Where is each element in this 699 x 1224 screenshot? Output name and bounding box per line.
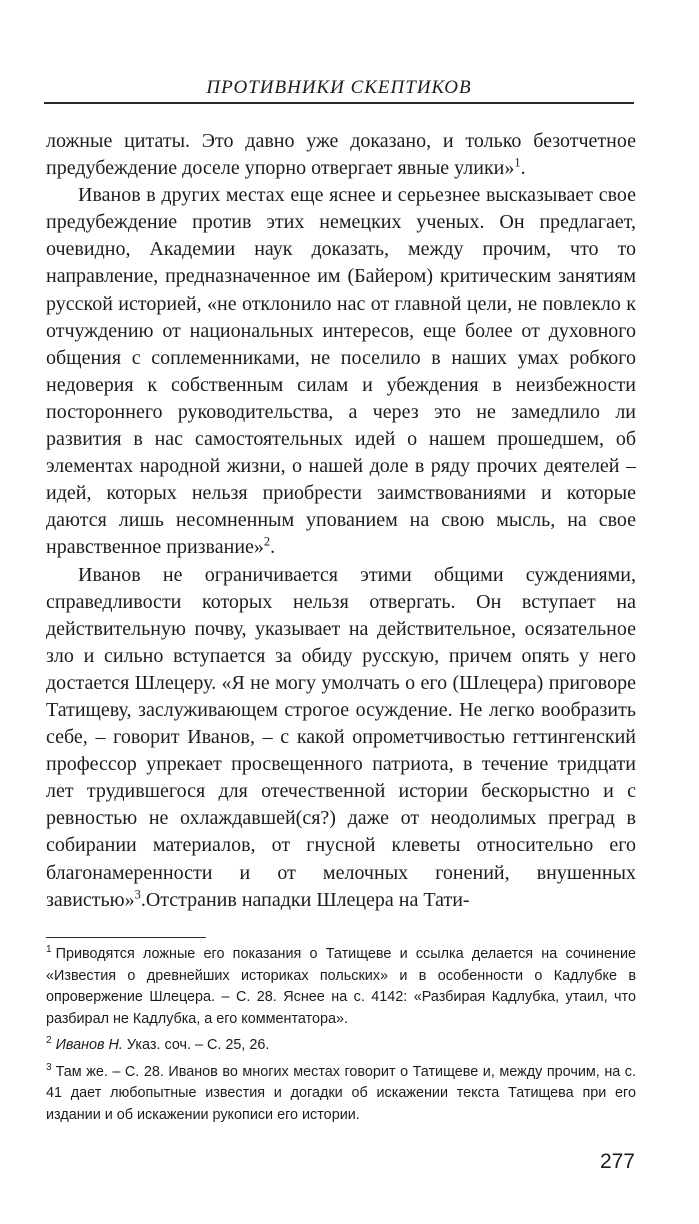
footnote-ref-2[interactable]: 2	[263, 534, 271, 549]
paragraph-3	[46, 562, 636, 914]
footnote-text: Указ. соч. – С. 25, 26.	[122, 1037, 270, 1053]
paragraph-text: .Отстранив нападки Шлецера на Тати-	[140, 888, 470, 911]
footnote-number: 3	[46, 1061, 52, 1073]
running-head: ПРОТИВНИКИ СКЕПТИКОВ	[206, 77, 472, 98]
footnote-text: Приводятся ложные его показания о Татищеве и ссылка делается на сочинение «Известия о древнейших историках польских» и в особенности о Кадлубке в опровержение Шлецера. – С. 28. Яснее на с. 4142: «Разбирая Кадлубка, утаил, что разбирал не Кадлубка, а его комментатора».	[46, 946, 636, 1027]
header-rule	[44, 102, 634, 104]
paragraph-text: ложные цитаты. Это давно уже доказано, и только безотчетное предубеждение доселе упорно отвергает явные улики»	[46, 130, 636, 180]
footnote-number: 1	[46, 944, 52, 956]
paragraph-2	[46, 182, 636, 561]
footnote-number: 2	[46, 1035, 52, 1047]
footnote-3	[46, 1062, 636, 1127]
paragraph-text: Иванов не ограничивается этими общими суждениями, справедливости которых нельзя отвергать. Он вступает на действительную почву, указывает на действительное, осязательное зло и сильно вступается за обиду русскую, причем опять у него достается Шлецеру. «Я не могу умолчать о его (Шлецера) приговоре Татищеву, заслуживающем строгое осуждение. Не легко вообразить себе, – говорит Иванов, – с какой опрометчивостью геттингенский профессор упрекает просвещенного патриота, в течение тридцати лет трудившегося для отечественной истории бескорыстно и с ревностью не охлаждавшей(ся?) даже от неодолимых преград в собирании материалов, от гнусной клеветы относительно его благонамеренности и от мелочных гонений, внушенных завистью»	[46, 563, 636, 911]
body-text	[46, 128, 636, 914]
footnote-ref-1[interactable]: 1	[514, 155, 521, 170]
paragraph-text: .	[270, 536, 276, 559]
footnote-ref-3[interactable]: 3	[134, 886, 141, 901]
paragraph-1	[46, 128, 636, 182]
paragraph-text: .	[520, 157, 526, 180]
footnote-author: Иванов Н.	[55, 1037, 123, 1053]
footnotes	[46, 944, 636, 1131]
footnote-2	[46, 1035, 636, 1057]
paragraph-text: Иванов в других местах еще яснее и серьезнее высказывает свое предубеждение против этих немецких ученых. Он предлагает, очевидно, Академии наук доказать, между прочим, что то направление, предназначенное им (Байером) критическим занятиям русской историей, «не отклонило нас от главной цели, не повлекло к отчуждению от национальных интересов, еще более от духовного общения с соплеменниками, не поселило в наших умах робкого недоверия к собственным силам и убеждения в неизбежности постороннего руководительства, а через это не замедлило ли развития в нас самостоятельных идей о нашем прошедшем, об элементах народной жизни, о нашей доле в ряду прочих деятелей – идей, которых нельзя приобрести заимствованиями и которые даются лишь несомненным упованием на свою мысль, на свое нравственное призвание»	[46, 184, 636, 559]
footnote-rule	[46, 937, 206, 938]
footnote-1	[46, 944, 636, 1030]
footnote-text: Там же. – С. 28. Иванов во многих местах говорит о Татищеве и, между прочим, на с. 41 дает любопытные известия и догадки об искажении текста Татищева при его издании и об искажении рукописи его истории.	[46, 1063, 636, 1123]
page-number: 277	[599, 1150, 635, 1173]
